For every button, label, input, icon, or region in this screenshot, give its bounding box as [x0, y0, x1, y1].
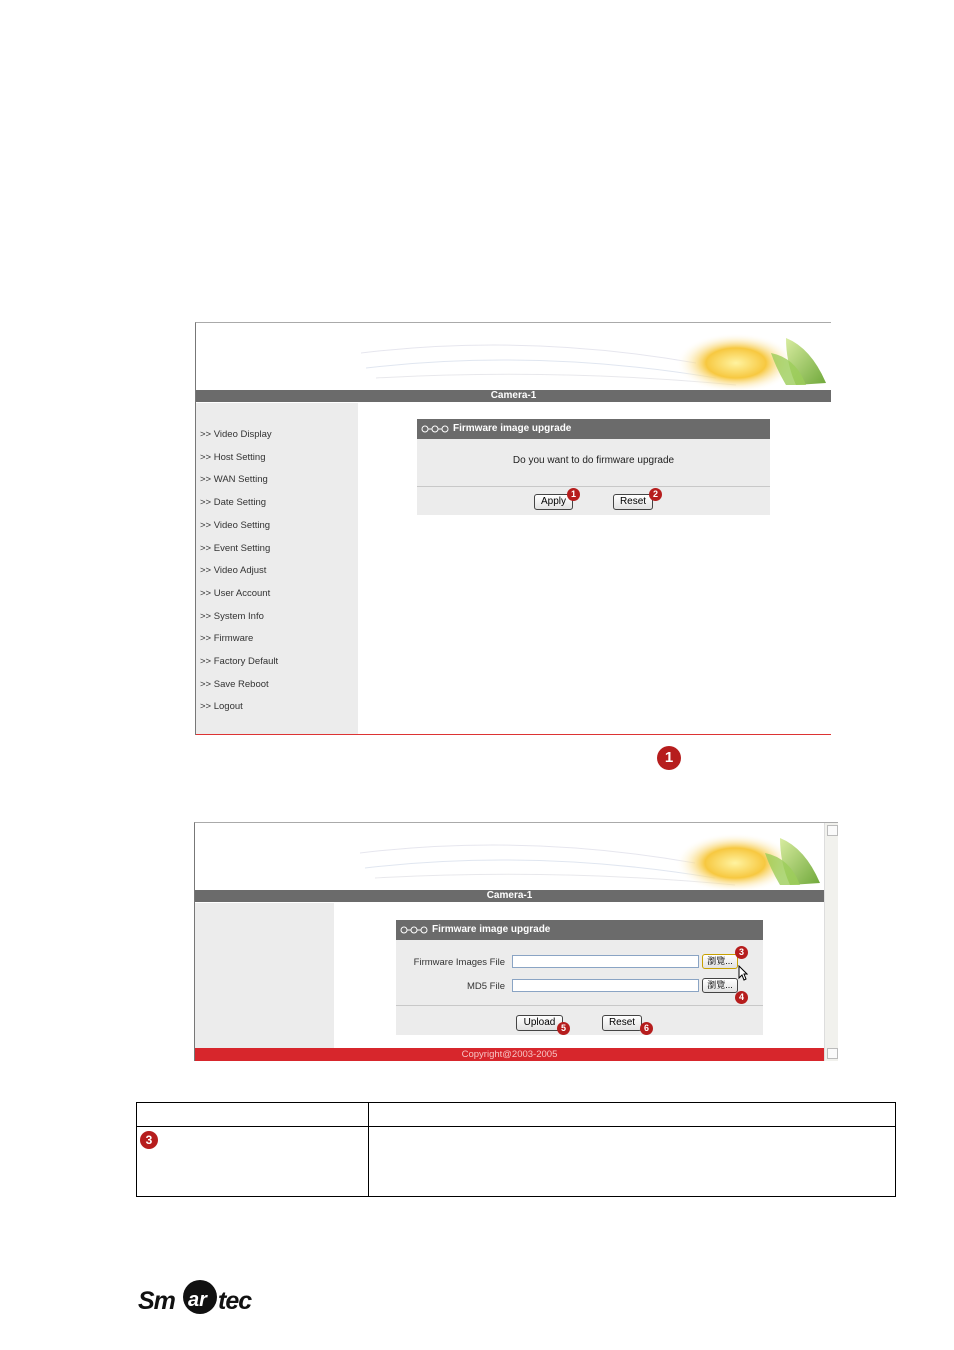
panel-divider: [417, 486, 770, 487]
banner-graphic: [195, 823, 824, 890]
scroll-up-arrow-icon[interactable]: [827, 825, 838, 836]
smartec-logo: [136, 1275, 276, 1325]
sidebar-menu-item[interactable]: >> Factory Default: [200, 656, 279, 667]
panel-header: [396, 920, 763, 940]
callout-marker-reset: 6: [640, 1022, 653, 1035]
firmware-confirm-panel: [417, 419, 770, 515]
firmware-file-label: Firmware Images File: [413, 957, 505, 968]
banner: [196, 323, 831, 390]
banner: [195, 823, 824, 890]
svg-text:ar: ar: [188, 1289, 207, 1311]
panel-header: [417, 419, 770, 439]
md5-file-input[interactable]: [512, 979, 699, 992]
sidebar-menu-item[interactable]: >> Date Setting: [200, 497, 267, 509]
callout-marker-browse-md5: 4: [735, 991, 748, 1004]
table-marker: 3: [140, 1131, 158, 1149]
sidebar-menu-item[interactable]: >> System Info: [200, 610, 264, 622]
md5-browse-button[interactable]: 瀏覽...: [702, 978, 738, 993]
sidebar-menu-item[interactable]: >> Video Adjust: [200, 565, 267, 577]
camera-title: Camera-1: [486, 890, 533, 901]
camera-title-bar: [196, 390, 831, 402]
rings-icon: [400, 926, 428, 934]
firmware-file-input[interactable]: [512, 955, 699, 968]
panel-title: Firmware image upgrade: [453, 423, 572, 434]
upgrade-prompt: Do you want to do firmware upgrade: [512, 455, 675, 466]
svg-text:Sm: Sm: [138, 1287, 175, 1315]
firmware-browse-button[interactable]: 瀏覽...: [702, 954, 738, 969]
upload-button[interactable]: Upload: [516, 1015, 563, 1031]
panel-divider: [396, 1005, 763, 1006]
banner-graphic: [196, 323, 831, 390]
camera-title: Camera-1: [490, 390, 537, 401]
sidebar: [195, 903, 334, 1048]
smartec-logo-graphic: [136, 1275, 276, 1325]
svg-text:tec: tec: [218, 1287, 252, 1315]
sidebar-menu-item[interactable]: >> Video Display: [200, 429, 272, 440]
scroll-down-arrow-icon[interactable]: [827, 1048, 838, 1059]
table-header-divider: [137, 1126, 895, 1127]
callout-marker-browse-firmware: 3: [735, 946, 748, 959]
md5-file-label: MD5 File: [466, 981, 505, 992]
sidebar-menu-item[interactable]: >> User Account: [200, 587, 271, 599]
sidebar-menu-item[interactable]: >> Logout: [200, 701, 243, 713]
sidebar-menu-item[interactable]: >> Firmware: [200, 633, 254, 645]
sidebar-menu-item[interactable]: >> Video Setting: [200, 519, 271, 531]
callout-marker-apply: 1: [567, 488, 580, 501]
reset-button[interactable]: Reset: [613, 494, 653, 510]
sidebar: [196, 403, 358, 735]
screenshot-firmware-confirm: [195, 322, 831, 735]
bottom-rule: [196, 734, 831, 735]
sidebar-menu-item[interactable]: >> WAN Setting: [200, 474, 268, 486]
sidebar-menu-item[interactable]: >> Event Setting: [200, 542, 271, 554]
copyright-footer: Copyright@2003-2005: [195, 1048, 824, 1061]
sidebar-menu-item[interactable]: >> Save Reboot: [200, 678, 269, 690]
mouse-cursor-icon: [738, 965, 748, 981]
rings-icon: [421, 425, 449, 433]
camera-title-bar: [195, 890, 824, 902]
caption-marker: 1: [657, 746, 681, 770]
sidebar-menu-item[interactable]: >> Host Setting: [200, 451, 266, 463]
apply-button[interactable]: Apply: [534, 494, 573, 510]
reset-button[interactable]: Reset: [602, 1015, 642, 1031]
screenshot-firmware-upload: [194, 822, 838, 1061]
scrollbar[interactable]: [824, 823, 838, 1061]
callout-marker-reset: 2: [649, 488, 662, 501]
table-column-divider: [368, 1103, 369, 1196]
callout-marker-upload: 5: [557, 1022, 570, 1035]
firmware-upload-panel: [396, 920, 763, 1035]
description-table: [136, 1102, 896, 1197]
panel-title: Firmware image upgrade: [432, 924, 551, 935]
